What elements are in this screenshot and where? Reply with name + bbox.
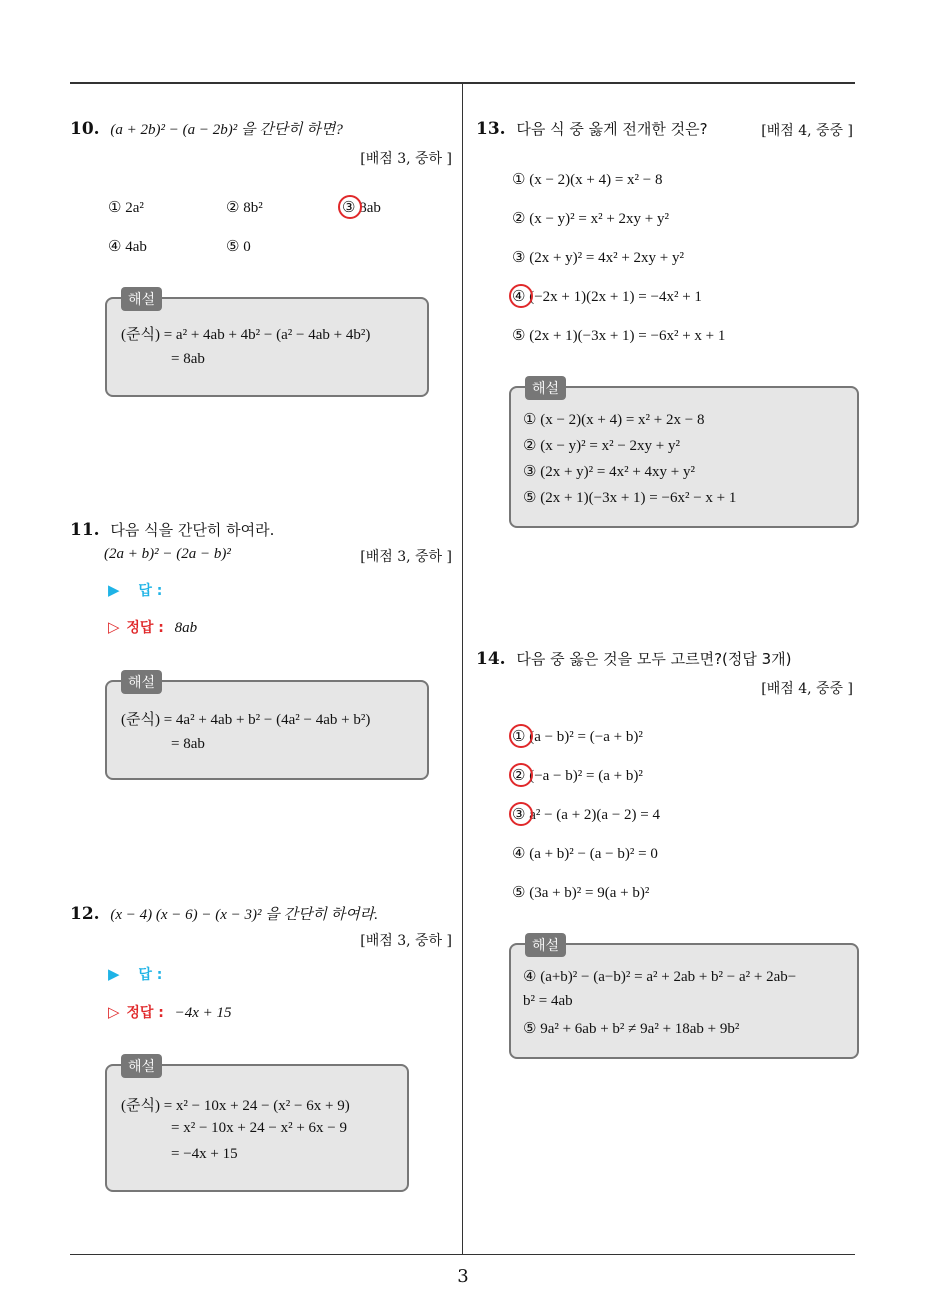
bottom-rule	[70, 1254, 855, 1255]
q11-answer-label: 답 :	[138, 583, 163, 599]
q13-solution-line-4: ⑤ (2x + 1)(−3x + 1) = −6x² − x + 1	[523, 490, 737, 506]
q14-solution-tag: 해설	[525, 933, 566, 957]
q12-answer-label: 답 :	[138, 967, 163, 983]
q11-header	[70, 519, 274, 540]
q14-choice-5[interactable]: ⑤ (3a + b)² = 9(a + b)²	[512, 885, 650, 901]
q10-solution-line-1: (준식) = a² + 4ab + 4b² − (a² − 4ab + 4b²)	[121, 327, 371, 343]
q14-solution-line-3: ⑤ 9a² + 6ab + b² ≠ 9a² + 18ab + 9b²	[523, 1021, 740, 1037]
column-divider	[462, 84, 463, 1254]
q12-question: (x − 4) (x − 6) − (x − 3)² 을 간단히 하여라.	[110, 907, 378, 923]
q11-grade: [배점 3, 중하 ]	[360, 549, 452, 565]
q12-answer-row	[108, 964, 162, 984]
q11-solution-line-1: (준식) = 4a² + 4ab + b² − (4a² − 4ab + b²)	[121, 712, 371, 728]
q12-grade: [배점 3, 중하 ]	[360, 933, 452, 949]
q10-solution-line-2: = 8ab	[171, 351, 205, 367]
q14-selected-mark-2-icon	[509, 763, 533, 787]
q12-solution-line-2: = x² − 10x + 24 − x² + 6x − 9	[171, 1120, 348, 1136]
q11-correct-marker-icon: ▷	[108, 618, 120, 636]
q10-solution-tag: 해설	[121, 287, 162, 311]
q14-header	[476, 648, 792, 669]
q10-header	[70, 118, 343, 139]
q11-expression: (2a + b)² − (2a − b)²	[104, 546, 231, 562]
q13-choice-4[interactable]: ④ (−2x + 1)(2x + 1) = −4x² + 1	[512, 289, 702, 305]
q10-question: (a + 2b)² − (a − 2b)² 을 간단히 하면?	[110, 122, 343, 138]
q11-solution-line-2: = 8ab	[171, 736, 205, 752]
q14-choice-1[interactable]: ① (a − b)² = (−a + b)²	[512, 729, 643, 745]
q10-choice-4[interactable]: ④ 4ab	[108, 239, 147, 255]
q14-question: 다음 중 옳은 것을 모두 고르면?(정답 3개)	[516, 650, 792, 668]
q12-correct-value: −4x + 15	[174, 1005, 232, 1021]
q12-correct-row	[108, 1002, 232, 1022]
q13-number: 13.	[476, 119, 506, 139]
q14-choice-3[interactable]: ③ a² − (a + 2)(a − 2) = 4	[512, 807, 660, 823]
q10-choice-5[interactable]: ⑤ 0	[226, 239, 251, 255]
q11-correct-row	[108, 617, 197, 637]
q11-correct-label: 정답 :	[126, 620, 164, 636]
q10-choice-2[interactable]: ② 8b²	[226, 200, 263, 216]
q13-solution-tag: 해설	[525, 376, 566, 400]
page-number: 3	[457, 1266, 469, 1287]
q11-number: 11.	[70, 520, 100, 540]
q12-correct-marker-icon: ▷	[108, 1003, 120, 1021]
q10-solution-box	[105, 292, 429, 397]
q13-choice-3[interactable]: ③ (2x + y)² = 4x² + 2xy + y²	[512, 250, 685, 266]
q14-selected-mark-1-icon	[509, 724, 533, 748]
q13-solution-line-1: ① (x − 2)(x + 4) = x² + 2x − 8	[523, 412, 705, 428]
q11-answer-marker-icon: ▶	[108, 581, 120, 599]
q11-correct-value: 8ab	[174, 620, 198, 636]
q10-selected-mark-icon	[338, 195, 362, 219]
q10-grade: [배점 3, 중하 ]	[360, 151, 452, 167]
q13-solution-line-2: ② (x − y)² = x² − 2xy + y²	[523, 438, 681, 454]
q13-choice-2[interactable]: ② (x − y)² = x² + 2xy + y²	[512, 211, 670, 227]
q10-number: 10.	[70, 119, 100, 139]
q14-grade: [배점 4, 중중 ]	[761, 681, 853, 697]
q11-answer-row	[108, 580, 162, 600]
q14-choice-4[interactable]: ④ (a + b)² − (a − b)² = 0	[512, 846, 658, 862]
q12-correct-label: 정답 :	[126, 1005, 164, 1021]
q14-choice-2[interactable]: ② (−a − b)² = (a + b)²	[512, 768, 643, 784]
q11-solution-tag: 해설	[121, 670, 162, 694]
q10-choice-3[interactable]: ③ 8ab	[342, 200, 381, 216]
q12-answer-marker-icon: ▶	[108, 965, 120, 983]
q13-choice-1[interactable]: ① (x − 2)(x + 4) = x² − 8	[512, 172, 663, 188]
q14-solution-line-2: b² = 4ab	[523, 993, 573, 1009]
q12-solution-tag: 해설	[121, 1054, 162, 1078]
q14-solution-box	[509, 938, 859, 1059]
q13-selected-mark-icon	[509, 284, 533, 308]
q11-solution-box	[105, 675, 429, 780]
q12-number: 12.	[70, 904, 100, 924]
q12-solution-line-3: = −4x + 15	[171, 1146, 238, 1162]
q11-question: 다음 식을 간단히 하여라.	[110, 521, 275, 539]
q13-grade: [배점 4, 중중 ]	[761, 123, 853, 139]
q12-solution-box	[105, 1059, 409, 1192]
q13-solution-line-3: ③ (2x + y)² = 4x² + 4xy + y²	[523, 464, 696, 480]
q14-selected-mark-3-icon	[509, 802, 533, 826]
q14-number: 14.	[476, 649, 506, 669]
q14-solution-line-1: ④ (a+b)² − (a−b)² = a² + 2ab + b² − a² + 2ab−	[523, 969, 797, 985]
q12-solution-line-1: (준식) = x² − 10x + 24 − (x² − 6x + 9)	[121, 1098, 350, 1114]
q13-choice-5[interactable]: ⑤ (2x + 1)(−3x + 1) = −6x² + x + 1	[512, 328, 726, 344]
q13-question: 다음 식 중 옳게 전개한 것은?	[516, 120, 708, 138]
q13-solution-box	[509, 381, 859, 528]
q12-header	[70, 903, 378, 924]
q10-choice-1[interactable]: ① 2a²	[108, 200, 144, 216]
q13-header	[476, 118, 708, 139]
